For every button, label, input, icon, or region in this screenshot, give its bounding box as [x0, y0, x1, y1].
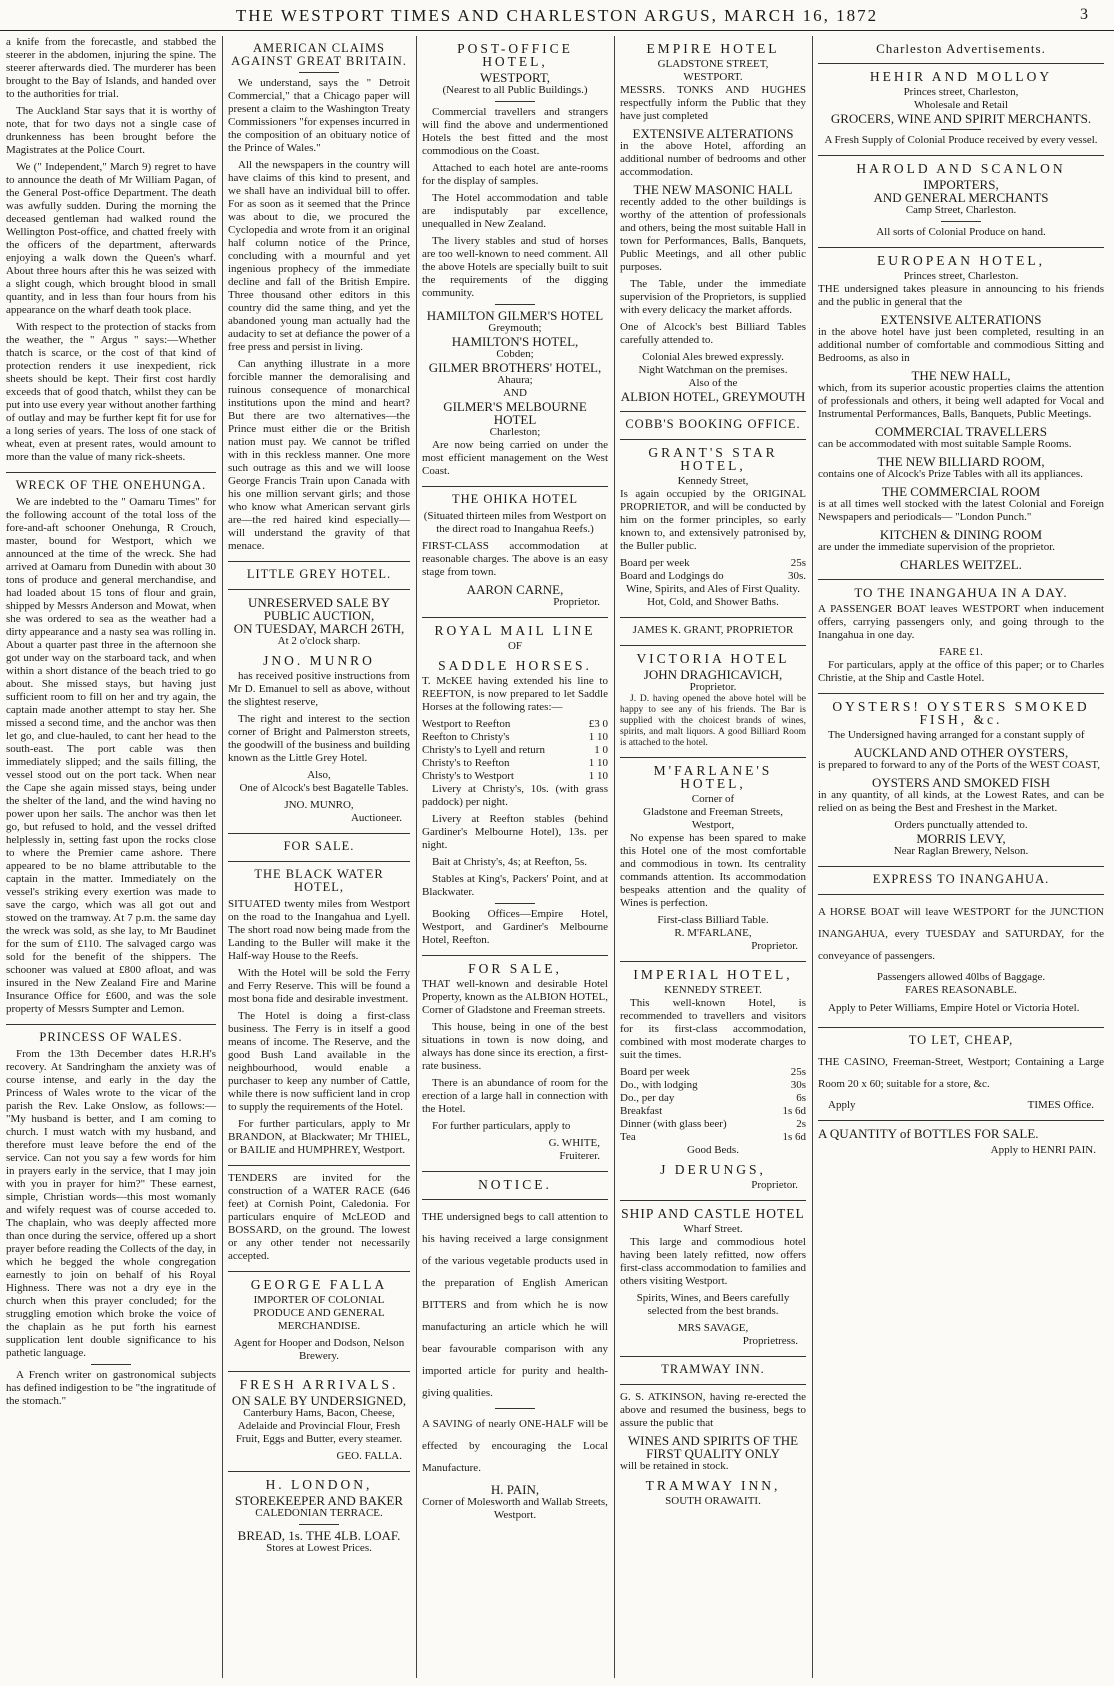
ad-line: STOREKEEPER AND BAKER: [234, 1493, 404, 1508]
divider: [818, 579, 1104, 580]
price: 2s: [796, 1118, 806, 1130]
ad-heading: GEORGE FALLA: [250, 1277, 388, 1292]
article-paragraph: Can anything illustrate in a more forcible manner the demoralising and ruinous consequence of monarchical institutions upon the mind and heart? But there are two alternatives—the Prince must either die or the British nation must pay. We cannot be trifled with in this reckless manner. One more such outrage as this and we will loose George Francis Train upon Canada with his one million servant girls; and those who know what American servant girls are—the red haired kind especially—will understand the gravity of that menace.: [228, 358, 410, 552]
ad-paragraph: For particulars, apply at the office of this paper; or to Charles Christie, at the Ship and Castle Hotel.: [818, 659, 1104, 684]
ad-heading: SHIP AND CASTLE HOTEL: [621, 1206, 805, 1221]
ad-paragraph: This large and commodious hotel having been lately refitted, now offers first-class accommodation to families and others visiting Westport.: [620, 1236, 806, 1287]
ad-line: OF: [507, 640, 523, 652]
ad-paragraph: THE undersigned takes pleasure in announcing to his friends and the public in general that the: [818, 283, 1104, 308]
headline-princess: PRINCESS OF WALES.: [39, 1030, 183, 1044]
ad-paragraph: THE CASINO, Freeman-Street, Westport; Containing a Large Room 20 x 60; suitable for a store, &c.: [818, 1056, 1104, 1090]
ad-line: Camp Street, Charleston.: [905, 204, 1017, 216]
ad-heading: SADDLE HORSES.: [438, 658, 592, 673]
ad-line: will be retained in stock.: [620, 1460, 729, 1472]
price: 30s: [790, 1079, 806, 1091]
table-row: [620, 1131, 806, 1144]
ad-paragraph: THAT well-known and desirable Hotel Property, known as the ALBION HOTEL, Corner of Gladstone and Freeman streets.: [422, 978, 608, 1016]
table-row: [422, 770, 608, 783]
divider: [228, 1165, 410, 1166]
ad-paragraph: Booking Offices—Empire Hotel, Westport, and Gardiner's Melbourne Hotel, Reefton.: [422, 908, 608, 946]
ad-line: WINES AND SPIRITS OF THE FIRST QUALITY ONLY: [627, 1433, 799, 1461]
ad-line: AND: [503, 387, 527, 399]
ad-line: FARES REASONABLE.: [905, 984, 1017, 996]
divider: [620, 1384, 806, 1385]
divider: [422, 1171, 608, 1172]
ad-line: Westport,: [691, 819, 735, 831]
article-paragraph: We (" Independent," March 9) regret to have to announce the death of Mr William Pagan, of the General Post-office Department. The death was awfully sudden. During the morning the deceased gentleman had walked round the Wellington Post-office, and chatted freely with the officers of the department, afterwards enjoying a walk down the Queen's wharf. About three hours after this he was seized with a slight cough, which brought blood in small quantity, and in less than four hours from his appearance on the wharf death took place.: [6, 161, 216, 316]
ad-line: COMMERCIAL TRAVELLERS: [874, 424, 1048, 439]
ad-paragraph: A Fresh Supply of Colonial Produce received by every vessel.: [824, 134, 1098, 146]
ad-paragraph: A PASSENGER BOAT leaves WESTPORT when inducement offers, carrying passengers only, and going through to the Inangahua in one day.: [818, 603, 1104, 641]
ad-paragraph: J. D. having opened the above hotel will be happy to see any of his friends. The Bar is supplied with the choicest brands of wines, spirits, and malt liquors. A good Billiard Room is attached to the hotel.: [620, 694, 806, 748]
item: Do., with lodging: [620, 1079, 698, 1091]
ad-paragraph: No expense has been spared to make this Hotel one of the most comfortable and commodious in town. Its centrality commands attention. Its accommodation bespeaks attention and the quality of Wines is perfection.: [620, 832, 806, 909]
column-ads-3: [416, 36, 614, 1678]
ad-paragraph: The Hotel is doing a first-class business. The Ferry is in itself a good means of income. The Reserve, and the good Bush Land available in the neighbourhood, would enable a purchaser to keep any number of Cattle, while there is now sufficient land in crop to supply the requirements of the Hotel.: [228, 1010, 410, 1113]
rates-table: [620, 557, 806, 583]
ad-heading: THE BLACK WATER HOTEL,: [254, 867, 384, 894]
item: Board and Lodgings do: [620, 570, 724, 582]
ad-paragraph: Agent for Hooper and Dodson, Nelson Brewery.: [233, 1337, 405, 1362]
ad-line: EXTENSIVE ALTERATIONS: [632, 126, 794, 141]
ad-paragraph: A SAVING of nearly ONE-HALF will be effected by encouraging the Local Manufacture.: [422, 1418, 608, 1474]
item: Dinner (with glass beer): [620, 1118, 727, 1130]
price: 1 10: [588, 757, 608, 769]
rates-table: [422, 718, 608, 783]
divider: [818, 63, 1104, 64]
ad-paragraph: For further particulars, apply to Mr BRANDON, at Blackwater; Mr THIEL, or BAILIE and HUMPHREY, Westport.: [228, 1118, 410, 1156]
ad-signature-role: Proprietor.: [751, 940, 798, 952]
ad-heading: FOR SALE.: [283, 839, 355, 853]
ad-line: Charleston;: [489, 426, 541, 438]
ad-paragraph: TENDERS are invited for the construction of a WATER RACE (646 feet) at Cornish Point, Caledonia. For particulars enquire of McLEOD and BOSSARD, on the ground. The lowest or any other tender not necessarily accepted.: [228, 1172, 410, 1262]
divider: [818, 693, 1104, 694]
divider: [818, 247, 1104, 248]
price: 1s 6d: [782, 1131, 806, 1143]
ad-line: Stores at Lowest Prices.: [266, 1542, 372, 1554]
divider: [620, 961, 806, 962]
ad-paragraph: For further particulars, apply to: [432, 1120, 571, 1132]
price: 1 10: [588, 770, 608, 782]
item: Breakfast: [620, 1105, 663, 1117]
rates-table: [620, 1066, 806, 1144]
ad-heading: COBB'S BOOKING OFFICE.: [625, 417, 801, 431]
ad-line: THE COMMERCIAL ROOM: [881, 484, 1041, 499]
divider: [620, 757, 806, 758]
ad-heading: H. LONDON,: [265, 1477, 373, 1492]
divider: [818, 1120, 1104, 1121]
ad-paragraph: Bait at Christy's, 4s; at Reefton, 5s.: [432, 856, 588, 868]
ad-line: UNRESERVED SALE BY PUBLIC AUCTION,: [248, 595, 390, 623]
divider: [620, 439, 806, 440]
divider: [422, 486, 608, 487]
ad-paragraph: can be accommodated with most suitable Sample Rooms.: [818, 438, 1072, 450]
ad-signature-role: Proprietress.: [742, 1335, 798, 1347]
ad-signature: JNO. MUNRO,: [284, 799, 354, 811]
ad-signature: Apply to HENRI PAIN.: [990, 1144, 1096, 1156]
ad-line: JOHN DRAGHICAVICH,: [643, 667, 783, 682]
divider: [228, 1471, 410, 1472]
divider: [91, 1364, 131, 1365]
ad-line: Orders punctually attended to.: [894, 819, 1028, 831]
table-row: [620, 1118, 806, 1131]
ad-signature: R. M'FARLANE,: [674, 927, 752, 939]
ad-paragraph: This house, being in one of the best situations in town is now doing, and always has done since its erection, a first-rate business.: [422, 1021, 608, 1072]
ad-signature: JAMES K. GRANT, PROPRIETOR: [632, 624, 794, 636]
divider: [422, 1199, 608, 1200]
ad-line: OYSTERS AND SMOKED FISH: [871, 775, 1051, 790]
ad-signature-role: Auctioneer.: [350, 812, 402, 824]
divider: [818, 866, 1104, 867]
article-paragraph: a knife from the forecastle, and stabbed the steerer in the abdomen, injuring the spine. The steerer afterwards died. The murderer has been brought to the Bay of Islands, and handed over to the authorities for trial.: [6, 36, 216, 100]
ad-signature: G. WHITE,: [548, 1137, 600, 1149]
route: Christy's to Westport: [422, 770, 514, 782]
item: Board per week: [620, 557, 690, 569]
divider: [299, 72, 339, 73]
ad-paragraph: Spirits, Wines, and Beers carefully selected from the best brands.: [636, 1292, 790, 1317]
column-ads-4: [614, 36, 812, 1678]
ad-paragraph: Livery at Christy's, 10s. (with grass paddock) per night.: [422, 783, 608, 808]
ad-paragraph: Livery at Reefton stables (behind Gardiner's Melbourne Hotel), 13s. per night.: [422, 813, 608, 851]
ad-line: Greymouth;: [488, 322, 542, 334]
section-heading: Charleston Advertisements.: [876, 41, 1046, 56]
newspaper-title: THE WESTPORT TIMES AND CHARLESTON ARGUS, MARCH 16, 1872: [235, 6, 879, 25]
ad-line: Proprietor.: [689, 681, 737, 693]
divider: [818, 894, 1104, 895]
ad-line: ALBION HOTEL, GREYMOUTH: [620, 389, 806, 404]
ad-heading: EMPIRE HOTEL: [646, 41, 780, 56]
ad-paragraph: The Undersigned having arranged for a constant supply of: [828, 729, 1085, 741]
ad-line: Night Watchman on the premises.: [638, 364, 788, 376]
ad-paragraph: in the above hotel have just been completed, resulting in an additional number of comfortable and commodious Sitting and Bedrooms, as also in: [818, 326, 1104, 364]
ad-line: Wharf Street.: [683, 1223, 743, 1235]
ad-paragraph: Is again occupied by the ORIGINAL PROPRIETOR, and will be conducted by him on the former principles, so early known to, and extensively patronised by, the Buller public.: [620, 488, 806, 552]
divider: [941, 221, 981, 222]
ad-heading: EXPRESS TO INANGAHUA.: [872, 872, 1050, 886]
divider: [495, 903, 535, 904]
ad-heading: OYSTERS! OYSTERS SMOKED FISH, &c.: [832, 699, 1090, 727]
ad-line: HAMILTON GILMER'S HOTEL: [426, 308, 604, 323]
ad-line: ON TUESDAY, MARCH 26TH,: [233, 621, 405, 636]
price: 6s: [796, 1092, 806, 1104]
ad-heading: POST-OFFICE HOTEL,: [457, 41, 573, 69]
ad-signature: TRAMWAY INN,: [645, 1478, 781, 1493]
ad-line: FARE £1.: [939, 646, 983, 658]
headline-wreck: WRECK OF THE ONEHUNGA.: [15, 478, 207, 492]
ad-paragraph: are under the immediate supervision of the proprietor.: [818, 541, 1056, 553]
article-paragraph: With respect to the protection of stacks from the weather, the " Argus " says:—Whether thatch is scarce, or the cost of that kind of protection renders it use inexpedient, rick sheets should be kept. Their first cost hardly exceeds that of good thatch, whilst they can be put into use every year without another farthing of outlay and may be further kept fit for use for a long series of years. The loss of one stack of wheat, even at present rates, would amount to more than the value of many rick-sheets.: [6, 321, 216, 463]
ad-paragraph: Canterbury Hams, Bacon, Cheese, Adelaide and Provincial Flour, Fresh Fruit, Eggs and Butter, every steamer.: [235, 1407, 403, 1445]
route: Westport to Reefton: [422, 718, 511, 730]
article-paragraph: The Auckland Star says that it is worthy of note, that for two days not a single case of drunkenness has been brought before the Magistrates at the Police Court.: [6, 105, 216, 156]
divider: [818, 155, 1104, 156]
ad-line: HAMILTON'S HOTEL,: [451, 334, 579, 349]
item: Tea: [620, 1131, 636, 1143]
ad-line: WESTPORT.: [683, 71, 743, 83]
ad-heading: HEHIR AND MOLLOY: [869, 69, 1053, 84]
ad-line: All sorts of Colonial Produce on hand.: [876, 226, 1046, 238]
price: 25s: [790, 557, 806, 569]
ad-signature: MORRIS LEVY,: [916, 831, 1006, 846]
ad-heading: IMPERIAL HOTEL,: [633, 967, 793, 982]
ad-line: AND GENERAL MERCHANTS: [873, 190, 1049, 205]
ad-signature: GEO. FALLA.: [336, 1450, 402, 1462]
ad-line: EXTENSIVE ALTERATIONS: [880, 312, 1042, 327]
ad-paragraph: Attached to each hotel are ante-rooms for the display of samples.: [422, 162, 608, 187]
divider: [228, 561, 410, 562]
route: Reefton to Christy's: [422, 731, 510, 743]
divider: [299, 1524, 339, 1525]
table-row: [620, 1066, 806, 1079]
ad-heading: TRAMWAY INN.: [661, 1362, 765, 1376]
headline-american-claims: AMERICAN CLAIMS AGAINST GREAT BRITAIN.: [231, 41, 407, 68]
ad-line: IMPORTERS,: [923, 177, 999, 192]
ad-line: First-class Billiard Table.: [657, 914, 769, 926]
ad-paragraph: Apply to Peter Williams, Empire Hotel or Victoria Hotel.: [828, 1002, 1080, 1014]
divider: [620, 1200, 806, 1201]
ad-signature: H. PAIN,: [490, 1482, 540, 1497]
ad-line: Good Beds.: [687, 1144, 739, 1156]
column-charleston-ads: [812, 36, 1114, 1678]
divider: [6, 1024, 216, 1025]
ad-line: Colonial Ales brewed expressly.: [642, 351, 784, 363]
divider: [620, 1356, 806, 1357]
ad-paragraph: One of Alcock's best Bagatelle Tables.: [239, 782, 409, 794]
ad-line: Wholesale and Retail: [913, 99, 1009, 111]
ad-paragraph: THE undersigned begs to call attention to his having received a large consignment of the various vegetable products used in the preparation of English American BITTERS and from which he is now manufacturing an article which he will bear favourable comparison with any imported article for purity and health-giving qualities.: [422, 1211, 608, 1399]
ad-line: WESTPORT,: [479, 70, 551, 85]
ad-line: THE NEW BILLIARD ROOM,: [877, 454, 1045, 469]
ad-paragraph: This well-known Hotel, is recommended to travellers and visitors for its first-class accommodation, combined with most moderate charges to suit the times.: [620, 997, 806, 1061]
ad-line: GROCERS, WINE AND SPIRIT MERCHANTS.: [830, 111, 1092, 126]
ad-line: Princes street, Charleston.: [903, 270, 1019, 282]
ad-heading: VICTORIA HOTEL: [636, 651, 790, 666]
office-label: TIMES Office.: [1027, 1099, 1094, 1111]
ad-line: KITCHEN & DINING ROOM: [879, 527, 1043, 542]
ad-paragraph: The Hotel accommodation and table are indisputably par excellence, unequalled in New Zealand.: [422, 192, 608, 230]
table-row: [620, 1105, 806, 1118]
ad-line: GILMER BROTHERS' HOTEL,: [428, 360, 602, 375]
article-paragraph: All the newspapers in the country will have claims of this kind to present, and we shall have an individual bill to offer. For as soon as it seemed that the Prince was about to die, we procured the Cyclopedia and wrote from it an original half column notice of the Prince, concluding with a mournful and yet ingenious prophecy of the immediate decline and fall of the British Empire. Three thousand other editors in this country did the same thing, and yet the abandoned young man actually had the audacity to set at defiance the power of a free press and persist in living.: [228, 159, 410, 353]
ad-paragraph: Commercial travellers and strangers will find the above and undermentioned Hotels the best fitted and the most commodious on the Coast.: [422, 106, 608, 157]
price: 1 10: [588, 731, 608, 743]
divider: [228, 589, 410, 590]
divider: [422, 617, 608, 618]
ad-line: Wine, Spirits, and Ales of First Quality.: [626, 583, 800, 595]
ad-line: Cobden;: [496, 348, 534, 360]
ad-paragraph: contains one of Alcock's Prize Tables with all its appliances.: [818, 468, 1083, 480]
divider: [620, 617, 806, 618]
route: Christy's to Reefton: [422, 757, 510, 769]
price: 30s.: [787, 570, 806, 582]
ad-paragraph: recently added to the other buildings is worthy of the attention of professionals and others, being the most suitable Hall in town for Performances, Balls, Banquets, Public Meetings, and all other public purposes.: [620, 196, 806, 273]
ad-heading: LITTLE GREY HOTEL.: [246, 567, 392, 581]
ad-signature: MRS SAVAGE,: [677, 1322, 749, 1334]
ad-heading: EUROPEAN HOTEL,: [877, 253, 1045, 268]
masthead: [0, 0, 1114, 31]
ad-heading: THE OHIKA HOTEL: [451, 492, 579, 506]
ad-line: Passengers allowed 40lbs of Baggage.: [876, 971, 1046, 983]
ad-line: At 2 o'clock sharp.: [277, 635, 361, 647]
apply-label: Apply: [828, 1099, 856, 1111]
ad-paragraph: is at all times well stocked with the latest Colonial and Foreign Newspapers and periodicals— "London Punch.": [818, 498, 1104, 523]
ad-paragraph: which, from its superior acoustic properties claims the attention of professionals and others, it being well adapted for Vocal and Instrumental Performances, Balls, Banquets, Public Meetings.: [818, 382, 1104, 420]
ad-paragraph: MESSRS. TONKS AND HUGHES respectfully inform the Public that they have just completed: [620, 84, 806, 122]
ad-paragraph: With the Hotel will be sold the Ferry and Ferry Reserve. This will be found a most bona fide and desirable investment.: [228, 967, 410, 1005]
ad-paragraph: (Situated thirteen miles from Westport on the direct road to Inangahua Reefs.): [423, 510, 607, 535]
ad-line: BREAD, 1s. THE 4LB. LOAF.: [237, 1528, 401, 1543]
divider: [228, 833, 410, 834]
ad-line: ON SALE BY UNDERSIGNED,: [231, 1393, 407, 1408]
ad-line: THE NEW MASONIC HALL: [633, 182, 793, 197]
ad-paragraph: Are now being carried on under the most efficient management on the West Coast.: [422, 439, 608, 477]
route: Christy's to Lyell and return: [422, 744, 545, 756]
table-row: [422, 757, 608, 770]
ad-paragraph: IMPORTER OF COLONIAL PRODUCE AND GENERAL MERCHANDISE.: [253, 1294, 385, 1332]
item: Do., per day: [620, 1092, 675, 1104]
table-row: [422, 744, 608, 757]
ad-heading: TO LET, CHEAP,: [908, 1033, 1014, 1047]
ad-paragraph: T. McKEE having extended his line to REEFTON, is now prepared to let Saddle Horses at the following rates:—: [422, 675, 608, 713]
ad-paragraph: G. S. ATKINSON, having re-erected the above and resumed the business, begs to assure the public that: [620, 1391, 806, 1429]
ad-signature: CHARLES WEITZEL.: [900, 557, 1022, 572]
price: 25s: [790, 1066, 806, 1078]
divider: [495, 304, 535, 305]
table-row: [620, 1079, 806, 1092]
ad-line: Hot, Cold, and Shower Baths.: [647, 596, 779, 608]
table-row: [422, 718, 608, 731]
ad-heading: GRANT'S STAR HOTEL,: [648, 445, 778, 473]
ad-address: Corner of Molesworth and Wallab Streets, Westport.: [422, 1496, 608, 1521]
ad-line: CALEDONIAN TERRACE.: [255, 1507, 383, 1519]
ad-line: GILMER'S MELBOURNE HOTEL: [443, 399, 587, 427]
ad-signature-role: Fruiterer.: [559, 1150, 600, 1162]
divider: [228, 1271, 410, 1272]
ad-paragraph: The right and interest to the section corner of Bright and Palmerston streets, the goodwill of the business and building known as the Little Grey Hotel.: [228, 713, 410, 764]
ad-signature: J DERUNGS,: [660, 1162, 766, 1177]
ad-line: Princes street, Charleston,: [903, 86, 1019, 98]
price: 1 0: [594, 744, 608, 756]
ad-heading: JNO. MUNRO: [263, 653, 375, 668]
price: £3 0: [588, 718, 608, 730]
divider: [495, 1408, 535, 1409]
ad-paragraph: in the above Hotel, affording an additional number of bedrooms and other accommodation.: [620, 140, 806, 178]
article-paragraph: From the 13th December dates H.R.H's recovery. At Sandringham the anxiety was of course intense, and early in the day the Princess of Wales wrote to the vicar of the parish the Rev. Lake Onslow, as follows:— "My husband is better, and I am coming to church. I must watch with my husband, and therefore must leave before the end of the service. Can not you say a few words for him in prayers early in the service, that I may join with you in prayer for him?" These earnest, simple, Christian words—this most womanly and wifely request was of course acceded to. The chaplain, who was deeply affected more than once during the service, offered up a short prayer before reading the Collects of the day, in which he begged the whole congregation earnestly to join on behalf of his Royal Highness. There was not a dry eye in the church when this prayer concluded; for the struggling emotion which broke the voice of the chaplain as he put forth his earnest supplication lent double significance to his pathetic language.: [6, 1048, 216, 1359]
divider: [620, 645, 806, 646]
ad-line: GLADSTONE STREET,: [657, 58, 769, 70]
article-paragraph: A French writer on gastronomical subjects has defined indigestion to be "the ingratitude of the stomach.": [6, 1369, 216, 1407]
ad-heading: TO THE INANGAHUA IN A DAY.: [854, 585, 1068, 600]
ad-heading: FOR SALE,: [468, 961, 562, 976]
item: Board per week: [620, 1066, 690, 1078]
table-row: [620, 1092, 806, 1105]
table-row: [422, 731, 608, 744]
ad-address: Near Raglan Brewery, Nelson.: [893, 845, 1029, 857]
ad-signature-role: Proprietor.: [751, 1179, 798, 1191]
ad-line: Corner of: [691, 793, 735, 805]
ad-paragraph: A HORSE BOAT will leave WESTPORT for the JUNCTION INANGAHUA, every TUESDAY and SATURDAY, for the conveyance of passengers.: [818, 906, 1104, 962]
ad-line: Gladstone and Freeman Streets,: [643, 806, 783, 818]
ad-heading: FRESH ARRIVALS.: [239, 1377, 399, 1392]
ad-signature-role: Proprietor.: [553, 596, 600, 608]
divider: [422, 955, 608, 956]
ad-heading: NOTICE.: [478, 1177, 552, 1192]
page-number: 3: [1080, 6, 1088, 23]
ad-heading: ROYAL MAIL LINE: [434, 623, 596, 638]
ad-paragraph: has received positive instructions from Mr D. Emanuel to sell as above, without the slightest reserve,: [228, 670, 410, 708]
divider: [495, 101, 535, 102]
divider: [620, 411, 806, 412]
ad-paragraph: One of Alcock's best Billiard Tables carefully attended to.: [620, 321, 806, 346]
divider: [818, 1027, 1104, 1028]
ad-line: AUCKLAND AND OTHER OYSTERS,: [853, 745, 1069, 760]
table-row: [620, 557, 806, 570]
ad-paragraph: There is an abundance of room for the erection of a large hall in connection with the Hotel.: [422, 1077, 608, 1115]
ad-paragraph: is prepared to forward to any of the Ports of the WEST COAST,: [818, 759, 1100, 771]
article-paragraph: We are indebted to the " Oamaru Times" for the following account of the total loss of the fore-and-aft schooner Onehunga, R Crouch, master, bound for Westport, which we announced at the time of the wreck. She had arrived at Oamaru from Dunedin with about 30 tons of produce and general merchandise, and had loaded about 15 tons of flour and grain, shipped by Messrs Anderson and Mowat, when she was ordered to sea as the weather had a dirty appearance and a nasty sea was rolling in. About a quarter past three in the afternoon she got under way on the starboard tack, and when within a short distance of the beach tried to go about. She missed stays, but having just sufficient room to fill on her and try again, the captain made another attempt to stay her. She missed a second time, and the anchor was then let go, and clue-hauled, to cant her head to the south-east. The port cable was then immediately slipped; and the sails filling, the vessel stood out on the port tack. When near the Cape she again missed stays, being under the shelter of the land, and the wind having no power upon her sails. The anchor was then let go, but refused to hold, and the vessel drifted helplessly in, setting fast upon the rocks close to where the Premier came ashore. There appeared to be no blame attributable to the captain in the matter. Immediately on the vessel's striking every exertion was made to save the cargo, which was all got out and stowed on the tramway. At 7 p.m. the same day the wreck was sold, as she lay, to Mr Baudinet for the sum of £110. The salvaged cargo was sold for the benefit of the shippers. The schooner was valued at £800 afloat, and was insured in the New Zealand Fire and Marine Insurance Office for £600, and was the sole property of Messrs Sumpter and Lemon.: [6, 496, 216, 1015]
divider: [228, 1371, 410, 1372]
ad-line: (Nearest to all Public Buildings.): [442, 84, 588, 96]
ad-paragraph: The Table, under the immediate supervision of the Proprietors, is supplied with every delicacy the market affords.: [620, 278, 806, 316]
divider: [228, 861, 410, 862]
ad-line: Ahaura;: [497, 374, 533, 386]
ad-paragraph: SITUATED twenty miles from Westport on the road to the Inangahua and Lyell. The short road now being made from the Landing to the Buller will make it the Half-way House to the Reefs.: [228, 898, 410, 962]
column-news-1: [0, 36, 222, 1678]
price: 1s 6d: [782, 1105, 806, 1117]
ad-signature: AARON CARNE,: [466, 582, 564, 597]
divider: [941, 129, 981, 130]
divider: [6, 472, 216, 473]
ad-paragraph: FIRST-CLASS accommodation at reasonable charges. The above is an easy stage from town.: [422, 540, 608, 578]
ad-heading: M'FARLANE'S HOTEL,: [653, 763, 773, 791]
table-row: [620, 570, 806, 583]
ad-paragraph: in any quantity, of all kinds, at the Lowest Rates, and can be relied on as being the Best and Freshest in the Market.: [818, 789, 1104, 814]
ad-line: KENNEDY STREET.: [664, 984, 762, 996]
ad-line: [818, 1099, 1104, 1112]
ad-line: THE NEW HALL,: [911, 368, 1011, 383]
ad-heading: HAROLD AND SCANLON: [856, 161, 1066, 176]
ad-line: Kennedy Street,: [677, 475, 749, 487]
column-news-2: [222, 36, 416, 1678]
ad-address: SOUTH ORAWAITI.: [665, 1495, 761, 1507]
ad-line: Also,: [307, 769, 331, 781]
article-paragraph: We understand, says the " Detroit Commercial," that a Chicago paper will present a claim to the Washington Treaty Commissioners "for expenses incurred in the composition of an obituary notice of the Prince of Wales.": [228, 77, 410, 154]
ad-paragraph: The livery stables and stud of horses are too well-known to need comment. All the above Hotels are specially built to suit the requirements of the digging community.: [422, 235, 608, 299]
ad-paragraph: Stables at King's, Packers' Point, and at Blackwater.: [422, 873, 608, 898]
ad-line: Also of the: [688, 377, 738, 389]
ad-paragraph: A QUANTITY of BOTTLES FOR SALE.: [818, 1126, 1039, 1141]
